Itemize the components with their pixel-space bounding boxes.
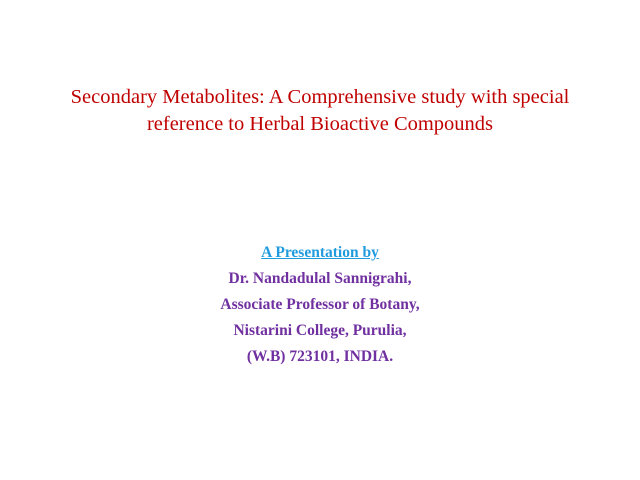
presenter-institution: Nistarini College, Purulia, xyxy=(233,322,407,339)
presenter-name: Dr. Nandadulal Sannigrahi, xyxy=(228,270,412,287)
presentation-by-link[interactable]: A Presentation by xyxy=(261,244,379,261)
presenter-address: (W.B) 723101, INDIA. xyxy=(246,348,394,365)
presenter-position: Associate Professor of Botany, xyxy=(220,296,420,313)
slide-title xyxy=(40,84,600,138)
title-line-1: Secondary Metabolites: A Comprehensive study with special xyxy=(70,86,570,108)
title-line-2: reference to Herbal Bioactive Compounds xyxy=(146,113,494,135)
presenter-block xyxy=(60,240,580,370)
